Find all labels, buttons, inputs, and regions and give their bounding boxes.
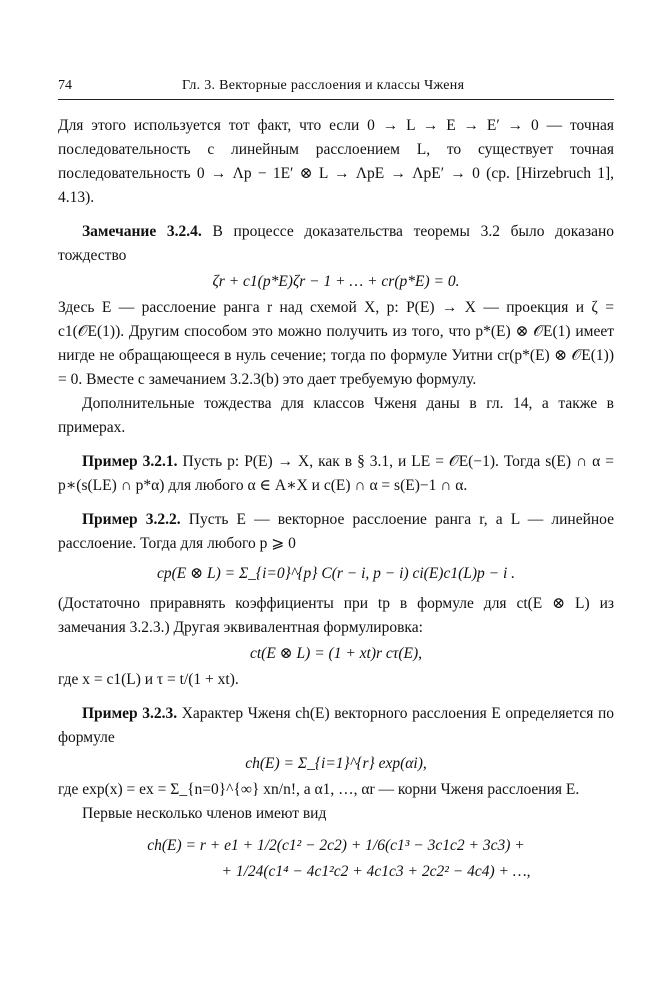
paragraph-first-terms: Первые несколько членов имеют вид bbox=[82, 805, 327, 822]
equation-chern-character: ch(E) = Σ_{i=1}^{r} exp(αi), bbox=[245, 755, 427, 772]
example-text: Пусть p: P(E) → X, как в § 3.1, и LE = 𝒪E(−1). Тогда s(E) ∩ α = p∗(s(LE) ∩ p*α) для любого α ∈ A∗X и c(E) ∩ α = s(E)−1 ∩ α. bbox=[58, 453, 615, 494]
paragraph-projection: Здесь E — расслоение ранга r над схемой X, p: P(E) → X — проекция и ζ = c1(𝒪E(1)). Другим способом это можно получить из того, что p*(E) ⊗ 𝒪E(1) имеет нигде не обращающееся в нуль сечение; тогда по формуле Уитни cr(p*(E) ⊗ 𝒪E(1)) = 0. Вместе с замечанием 3.2.3(b) это дает требуемую формулу. bbox=[58, 299, 614, 388]
example-label: Пример 3.2.2. bbox=[82, 511, 181, 528]
example-3-2-3 bbox=[58, 702, 614, 750]
equation-zeta-identity: ζr + c1(p*E)ζr − 1 + … + cr(p*E) = 0. bbox=[212, 273, 460, 290]
example-text: Пусть E — векторное расслоение ранга r, а L — линейное расслоение. Тогда для любого p ⩾ 0 bbox=[58, 511, 614, 552]
paragraph-where-x: где x = c1(L) и τ = t/(1 + xt). bbox=[58, 671, 239, 688]
page-number: 74 bbox=[58, 78, 72, 93]
equation-ch-expansion-line1: ch(E) = r + e1 + 1/2(c1² − 2c2) + 1/6(c1³ − 3c1c2 + 3c3) + bbox=[147, 837, 525, 854]
example-3-2-2 bbox=[58, 508, 614, 556]
paragraph-exp-definition: где exp(x) = ex = Σ_{n=0}^{∞} xn/n!, а α1, …, αr — корни Чженя расслоения E. bbox=[58, 781, 580, 798]
example-label: Пример 3.2.3. bbox=[82, 705, 178, 722]
paragraph-exact-sequence: Для этого используется тот факт, что если 0 → L → E → E′ → 0 — точная последовательность с линейным расслоением L, то существует точная последовательность 0 → Λp − 1E′ ⊗ L → ΛpE → ΛpE′ → 0 (ср. [Hirzebruch 1], 4.13). bbox=[58, 117, 614, 206]
remark-text: В процессе доказательства теоремы 3.2 было доказано тождество bbox=[58, 223, 614, 264]
equation-ch-expansion-line2: + 1/24(c1⁴ − 4c1²c2 + 4c1c3 + 2c2² − 4c4) + …, bbox=[221, 863, 531, 880]
remark-3-2-4 bbox=[58, 220, 614, 268]
page-body bbox=[58, 114, 614, 886]
paragraph-additional-identities: Дополнительные тождества для классов Чженя даны в гл. 14, а также в примерах. bbox=[58, 395, 614, 436]
header-rule bbox=[58, 99, 614, 100]
equation-ct-twist: ct(E ⊗ L) = (1 + xt)r cτ(E), bbox=[249, 645, 422, 662]
example-3-2-1 bbox=[58, 450, 614, 498]
running-title: Гл. 3. Векторные расслоения и классы Чженя bbox=[182, 78, 465, 93]
equation-twist-formula: cp(E ⊗ L) = Σ_{i=0}^{p} C(r − i, p − i) ci(E)c1(L)p − i . bbox=[156, 565, 516, 582]
example-label: Пример 3.2.1. bbox=[82, 453, 178, 470]
book-page bbox=[58, 0, 614, 1000]
running-header bbox=[58, 78, 614, 100]
example-text: Характер Чженя ch(E) векторного расслоения E определяется по формуле bbox=[58, 705, 614, 746]
remark-label: Замечание 3.2.4. bbox=[82, 223, 202, 240]
paragraph-coefficients: (Достаточно приравнять коэффициенты при tp в формуле для ct(E ⊗ L) из замечания 3.2.3.) Другая эквивалентная формулировка: bbox=[58, 595, 614, 636]
